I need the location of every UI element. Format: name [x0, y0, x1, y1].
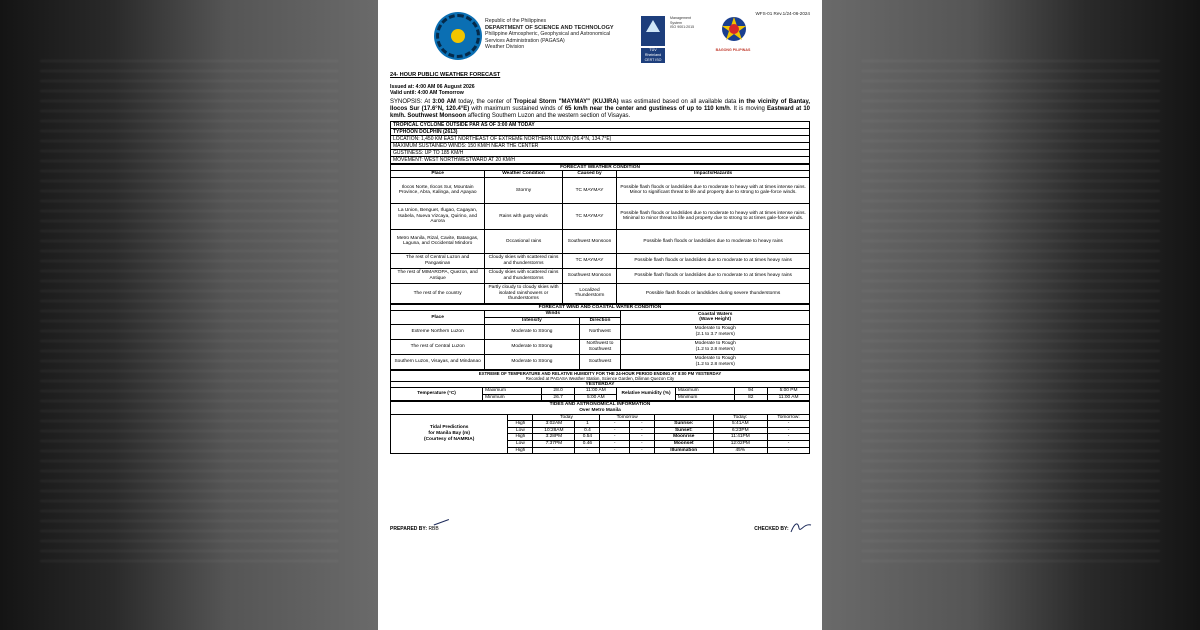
table-row: The rest of Central Luzon Moderate to Strong Northwest to Southwest Moderate to Rough (1.2 to 2.8 meters) — [391, 339, 810, 354]
form-code: WFS-01 Rev.1/24-06-2024 — [755, 11, 810, 16]
extremes-table: EXTREME OF TEMPERATURE AND RELATIVE HUMIDITY FOR THE 24-HOUR PERIOD ENDING AT 8:00 PM YESTERDAY Recorded at PAGASA Weather Station, Science Garden, Diliman Quezon City YESTERDAY Temperature (°C) Maximum 28.0 11:00 AM Relative Humidity (%) Maximum 94 5:00 PM Minimum 26.7 5:00 AM Minimum 82 11:00 AM — [390, 370, 810, 402]
table-row: High - - - - Illumination 45% - — [391, 447, 810, 454]
tc-location: LOCATION: 1,450 KM EAST NORTHEAST OF EXTREME NORTHERN LUZON (26.4°N, 134.7°E) — [390, 136, 810, 143]
temperature-label: Temperature (°C) — [391, 388, 483, 401]
header-line-4: Services Administration (PAGASA) — [485, 37, 565, 44]
tc-movement: MOVEMENT: WEST NORTHWESTWARD AT 20 KM/H — [390, 157, 810, 164]
col-intensity: Intensity — [485, 317, 579, 324]
col-coastal: Coastal Waters (Wave Height) — [621, 311, 810, 324]
blurred-background-right — [822, 0, 1200, 630]
checked-signature-icon — [790, 520, 812, 534]
tc-outside-par — [390, 121, 810, 164]
table-row: Low 7:37PM 0.46 - - Moonset 12:02PM - — [391, 440, 810, 447]
forecast-wind-heading: FORECAST WIND AND COASTAL WATER CONDITION — [391, 304, 810, 311]
col-place: Place — [391, 171, 485, 178]
tides-table: TIDES AND ASTRONOMICAL INFORMATION Over Metro Manila Tidal Predictions for Manila Bay (m) (Courtesy of NAMRIA) Today Tomorrow Today: Tomorrow: High 3:02AM 1 - - Sunrise: 5:41AM - Low 10:28AM 0.4 - - Sunset: 6:23PM - High 3:28PM 0.54 - - Moonrise 11:41PM - Low 7:37PM 0.46 - - Moonset 12:02PM - High - - - - Illumination 45% - — [390, 401, 810, 454]
table-row: Metro Manila, Rizal, Cavite, Batangas, Laguna, and Occidental Mindoro Occasional rains Southwest Monsoon Possible flash floods or landslides due to moderate to heavy rains — [391, 229, 810, 253]
tc-name: TYPHOON DOLPHIN (2613) — [390, 129, 810, 136]
yesterday-label: YESTERDAY — [391, 381, 810, 388]
checked-by: CHECKED BY: — [754, 526, 810, 532]
table-row: High 3:02AM 1 - - Sunrise: 5:41AM - — [391, 421, 810, 428]
prepared-by: PREPARED BY: RBB — [390, 526, 452, 532]
header-line-2: DEPARTMENT OF SCIENCE AND TECHNOLOGY — [485, 24, 614, 31]
col-wind-place: Place — [391, 311, 485, 324]
tidal-predictions-label: Tidal Predictions for Manila Bay (m) (Courtesy of NAMRIA) — [391, 414, 508, 454]
agency-text — [485, 18, 614, 51]
tc-winds: MAXIMUM SUSTAINED WINDS: 150 KM/H NEAR THE CENTER — [390, 143, 810, 150]
forecast-weather-table — [390, 164, 810, 304]
tc-outside-heading: TROPICAL CYCLONE OUTSIDE PAR AS OF 3:00 AM TODAY — [390, 121, 810, 129]
table-row: Extreme Northern Luzon Moderate to Strong Northwest Moderate to Rough (2.1 to 3.7 meters) — [391, 324, 810, 339]
blurred-background-left — [0, 0, 378, 630]
table-row: The rest of the country Partly cloudy to cloudy skies with isolated rainshowers or thunderstorms Localized Thunderstorm Possible flash floods or landslides during severe thunderstorms — [391, 283, 810, 303]
prepared-signature-icon — [431, 512, 449, 526]
forecast-weather-heading: FORECAST WEATHER CONDITION — [391, 164, 810, 171]
management-system-text: Management System ISO 9001:2015 — [670, 16, 695, 30]
table-row: The rest of MIMAROPA, Quezon, and Antique Cloudy skies with scattered rains and thunderstorms Southwest Monsoon Possible flash floods or landslides due to moderate to at times heavy rains — [391, 268, 810, 283]
document-body — [390, 70, 810, 454]
table-row: Ilocos Norte, Ilocos Sur, Mountain Province, Abra, Kalinga, and Apayao Stormy TC MAYMAY Possible flash floods or landslides due to moderate to heavy with at times intense rains. Minor to significant threat to life and property due to strong to gale-force winds. — [391, 177, 810, 203]
iso-label: TÜV Rheinland CERT ISO — [641, 48, 665, 63]
table-row: Low 10:28AM 0.4 - - Sunset: 6:23PM - — [391, 427, 810, 434]
table-row: High 3:28PM 0.54 - - Moonrise 11:41PM - — [391, 434, 810, 441]
table-row: The rest of Central Luzon and Pangasinan Cloudy skies with scattered rains and thunderstorms TC MAYMAY Possible flash floods or landslides due to moderate to at times heavy rains — [391, 253, 810, 268]
col-direction: Direction — [579, 317, 621, 324]
forecast-wind-table — [390, 304, 810, 370]
header-line-5: Weather Division — [485, 44, 525, 51]
tides-heading: TIDES AND ASTRONOMICAL INFORMATION Over Metro Manila — [391, 402, 810, 414]
table-row: Southern Luzon, Visayas, and Mindanao Moderate to Strong Southwest Moderate to Rough (1.2 to 2.8 meters) — [391, 354, 810, 369]
document-header — [378, 8, 822, 68]
table-row: La Union, Benguet, Ifugao, Cagayan, Isabela, Nueva Vizcaya, Quirino, and Aurora Rains with gusty winds TC MAYMAY Possible flash floods or landslides due to moderate to heavy with at times intense rains. Minimal to minor threat to life and property due to strong to at times gale-force winds. — [391, 203, 810, 229]
document-title: 24- HOUR PUBLIC WEATHER FORECAST — [390, 72, 501, 78]
valid-until: Valid until: 4:00 AM Tomorrow — [390, 90, 464, 97]
humidity-label: Relative Humidity (%) — [617, 388, 676, 401]
col-impacts: Impacts/Hazards — [617, 171, 810, 178]
pagasa-seal-logo — [434, 12, 482, 60]
tc-gustiness: GUSTINESS: UP TO 185 KM/H — [390, 150, 810, 157]
col-weather: Weather Condition — [485, 171, 563, 178]
forecast-document — [378, 0, 822, 630]
synopsis: SYNOPSIS: At 3:00 AM today, the center of Tropical Storm "MAYMAY" (KUJIRA) was estimated based on all available data in the vicinity of Bantay, Ilocos Sur (17.6°N, 120.4°E) with maximum sustained winds of 65 km/h near the center and gustiness of up to 110 km/h. It is moving Eastward at 10 km/h. Southwest Monsoon affecting Southern Luzon and the western section of Visayas. — [390, 98, 811, 119]
header-line-3: Philippine Atmospheric, Geophysical and Astronomical — [485, 31, 611, 38]
iso-certification-logo — [641, 16, 665, 46]
issued-at: Issued at: 4:00 AM 06 August 2026 — [390, 84, 475, 91]
bagong-pilipinas-logo — [718, 14, 750, 44]
col-caused-by: Caused by — [562, 171, 616, 178]
bagong-pilipinas-label: BAGONG PILIPINAS — [715, 48, 751, 52]
col-winds: Winds — [485, 311, 621, 318]
issued-block — [390, 84, 810, 96]
header-line-1: Republic of the Philippines — [485, 18, 547, 24]
extremes-heading: EXTREME OF TEMPERATURE AND RELATIVE HUMIDITY FOR THE 24-HOUR PERIOD ENDING AT 8:00 PM YESTERDAY Recorded at PAGASA Weather Station, Science Garden, Diliman Quezon City — [391, 370, 810, 381]
